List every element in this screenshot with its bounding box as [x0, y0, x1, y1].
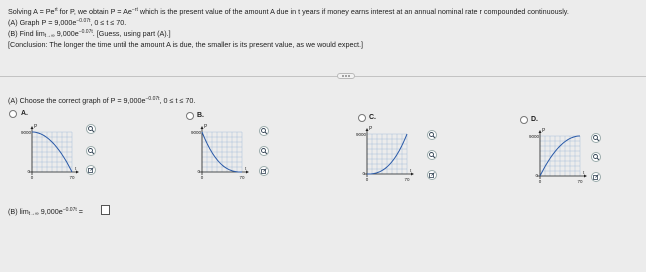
option-c-radio[interactable] — [358, 114, 366, 122]
x-axis-arrow — [411, 173, 414, 176]
axis-label-t: t — [410, 168, 412, 173]
zoom-out-icon[interactable] — [427, 150, 437, 160]
origin-label: 0 — [27, 169, 30, 174]
zoom-out-icon[interactable] — [259, 146, 269, 156]
x-axis-arrow — [584, 175, 587, 178]
zoom-out-icon[interactable] — [591, 152, 601, 162]
problem-conclusion: [Conclusion: The longer the time until the amount A is due, the smaller is its present value, as we would expect.] — [8, 40, 364, 49]
option-a-graph — [10, 122, 80, 186]
y-tick-label: 9000 — [528, 134, 539, 139]
axis-label-p: P — [369, 126, 373, 132]
graph-grid — [367, 134, 407, 174]
zoom-in-icon[interactable] — [591, 133, 601, 143]
x-tick-label: 70 — [239, 175, 245, 180]
popout-icon[interactable] — [591, 172, 601, 182]
axis-label-t: t — [245, 166, 247, 171]
option-a-label: A. — [21, 110, 28, 117]
origin-label: 0 — [362, 171, 365, 176]
x-origin-label: 0 — [200, 175, 204, 180]
y-tick-label: 9000 — [190, 130, 201, 135]
problem-part-a: (A) Graph $P = 9,000e^{-0.07t}$, 0 ≤ t ≤ 70. — [8, 18, 127, 27]
problem-intro: Solving $A = Pe^{rt}$ for P, we obtain $P = Ae^{-rt}$ which is the present value of the amount A due in t years if money earns interest at an annual nominal rate r compounded continuously. — [8, 7, 569, 16]
zoom-in-icon[interactable] — [86, 124, 96, 134]
axis-label-p: P — [204, 124, 208, 130]
option-b-radio[interactable] — [186, 112, 194, 120]
popout-icon[interactable] — [86, 165, 96, 175]
section-divider — [0, 76, 646, 77]
x-tick-label: 70 — [69, 175, 75, 180]
zoom-in-icon[interactable] — [427, 130, 437, 140]
zoom-out-icon[interactable] — [86, 146, 96, 156]
x-tick-label: 70 — [404, 177, 410, 182]
x-axis-arrow — [76, 171, 79, 174]
option-b-label: B. — [197, 112, 204, 119]
popout-icon[interactable] — [427, 170, 437, 180]
x-tick-label: 70 — [577, 179, 583, 184]
y-tick-label: 9000 — [355, 132, 366, 137]
option-a-radio[interactable] — [9, 110, 17, 118]
graph-grid — [202, 132, 242, 172]
option-d-radio[interactable] — [520, 116, 528, 124]
option-c-graph — [345, 124, 415, 188]
zoom-in-icon[interactable] — [259, 126, 269, 136]
option-d-label: D. — [531, 116, 538, 123]
x-origin-label: 0 — [365, 177, 369, 182]
origin-label: 0 — [197, 169, 200, 174]
graph-grid — [540, 136, 580, 176]
x-origin-label: 0 — [30, 175, 34, 180]
graph-grid — [32, 132, 72, 172]
popout-icon[interactable] — [259, 166, 269, 176]
option-b-graph — [180, 122, 250, 186]
option-c-label: C. — [369, 114, 376, 121]
answer-input[interactable] — [101, 205, 110, 215]
x-origin-label: 0 — [538, 179, 542, 184]
origin-label: 0 — [535, 173, 538, 178]
x-axis-arrow — [246, 171, 249, 174]
problem-part-b: (B) Find $\lim_{t\to\infty} 9,000e^{-0.07t}$. [Guess, using part (A).] — [8, 29, 171, 39]
question-b-prompt: (B) $\lim_{t\to\infty} 9,000e^{-0.07t}$ = — [8, 207, 83, 217]
axis-label-t: t — [583, 170, 585, 175]
axis-label-p: P — [542, 128, 546, 134]
question-a-prompt: (A) Choose the correct graph of $P = 9,000e^{-0.07t}$, 0 ≤ t ≤ 70. — [8, 96, 196, 105]
divider-handle[interactable] — [337, 73, 355, 79]
option-d-graph — [518, 126, 588, 190]
axis-label-t: t — [75, 166, 77, 171]
axis-label-p: P — [34, 124, 38, 130]
y-tick-label: 9000 — [20, 130, 31, 135]
